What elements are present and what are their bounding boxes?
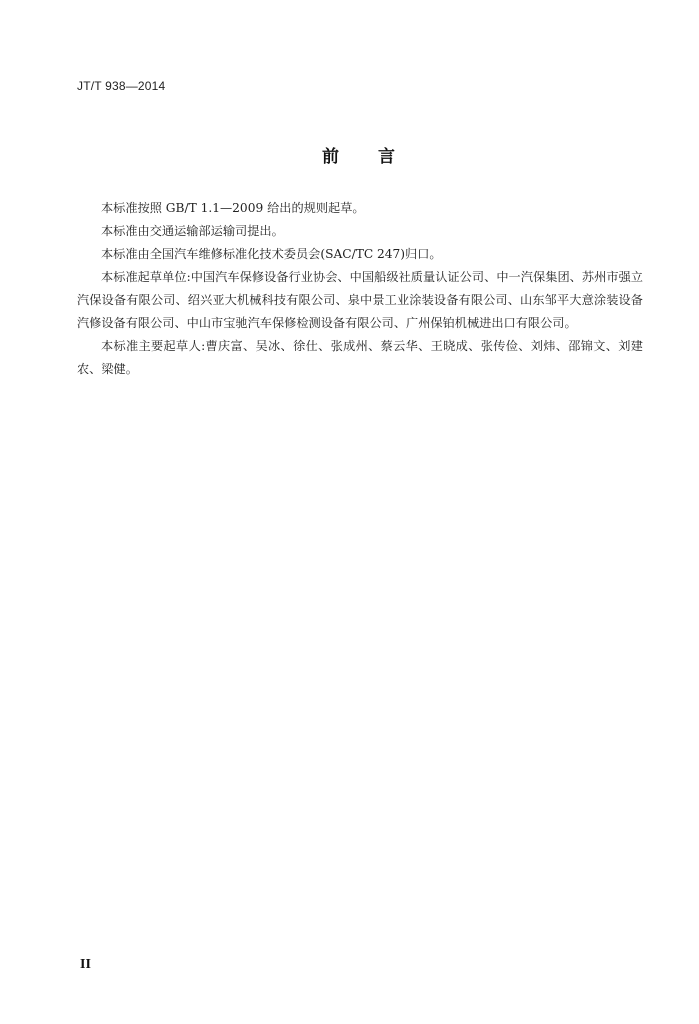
paragraph-drafting-rules: 本标准按照 GB/T 1.1—2009 给出的规则起草。: [101, 201, 365, 215]
page-number: II: [80, 957, 91, 972]
paragraph-proposer: 本标准由交通运输部运输司提出。: [101, 224, 284, 238]
paragraph-drafting-units: 本标准起草单位:中国汽车保修设备行业协会、中国船级社质量认证公司、中一汽保集团、苏州市强立汽保设备有限公司、绍兴亚大机械科技有限公司、泉中景工业涂装设备有限公司、山东邹平大意涂装设备汽修设备有限公司、中山市宝驰汽车保修检测设备有限公司、广州保铂机械进出口有限公司。: [77, 270, 643, 330]
title-char-2: 言: [378, 147, 395, 167]
title-char-1: 前: [322, 147, 339, 167]
paragraph-technical-committee: 本标准由全国汽车维修标准化技术委员会(SAC/TC 247)归口。: [101, 247, 442, 261]
foreword-body: [77, 197, 643, 381]
document-code: JT/T 938—2014: [77, 79, 166, 93]
paragraph-drafters: 本标准主要起草人:曹庆富、吴冰、徐仕、张成州、蔡云华、王晓成、张传俭、刘炜、邵锦文、刘建农、梁健。: [77, 339, 643, 376]
